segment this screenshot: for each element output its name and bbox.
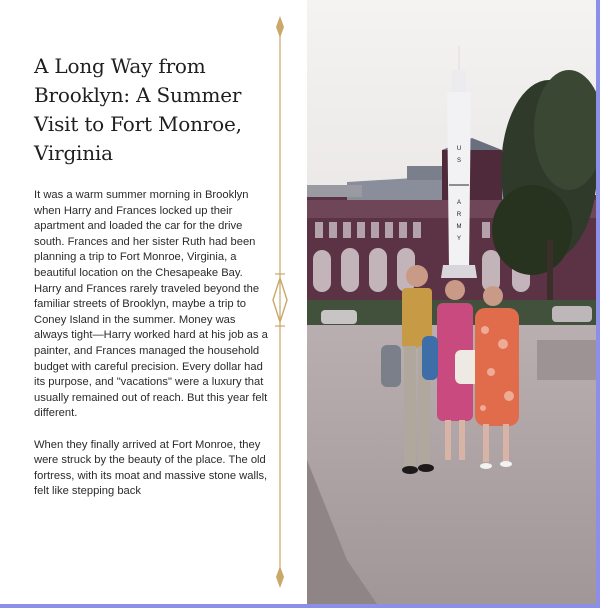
fort-monroe-photo-illustration	[307, 0, 596, 604]
page-frame-bottom	[0, 604, 600, 608]
rocket-letter: U	[456, 146, 462, 152]
rocket-letter: Y	[456, 236, 462, 242]
page-frame-right	[596, 0, 600, 608]
divider-bottom-diamond-icon	[276, 566, 284, 588]
article-column	[34, 52, 270, 515]
rocket-letter: R	[456, 212, 462, 218]
article-paragraph-2: When they finally arrived at Fort Monroe, they were struck by the beauty of the place. The old fortress, with its moat and massive stone walls, felt like stepping back	[34, 438, 268, 498]
rocket-letter: A	[456, 200, 462, 206]
article-paragraph-1: It was a warm summer morning in Brooklyn when Harry and Frances locked up their apartment and loaded the car for the drive south. Frances and her sister Ruth had been planning a trip to Fort Monroe, Virginia, a beautiful location on the Chesapeake Bay. Harry and Frances rarely traveled beyond the familiar streets of Brooklyn, maybe a trip to Coney Island in the summer. Money was always tight—Harry worked hard at his job as a painter, and Frances managed the household budget with careful precision. Every dollar had its purpose, and "vacations" were a luxury that usually remained out of reach. But this year felt different.	[34, 189, 268, 420]
article-title: A Long Way from Brooklyn: A Summer Visit to Fort Monroe, Virginia	[34, 54, 242, 165]
rocket-letter: S	[456, 158, 462, 164]
article-body	[34, 188, 270, 500]
decorative-divider	[272, 14, 288, 590]
vintage-photo	[307, 0, 596, 604]
divider-top-diamond-icon	[276, 16, 284, 38]
rocket-letter: M	[456, 224, 462, 230]
